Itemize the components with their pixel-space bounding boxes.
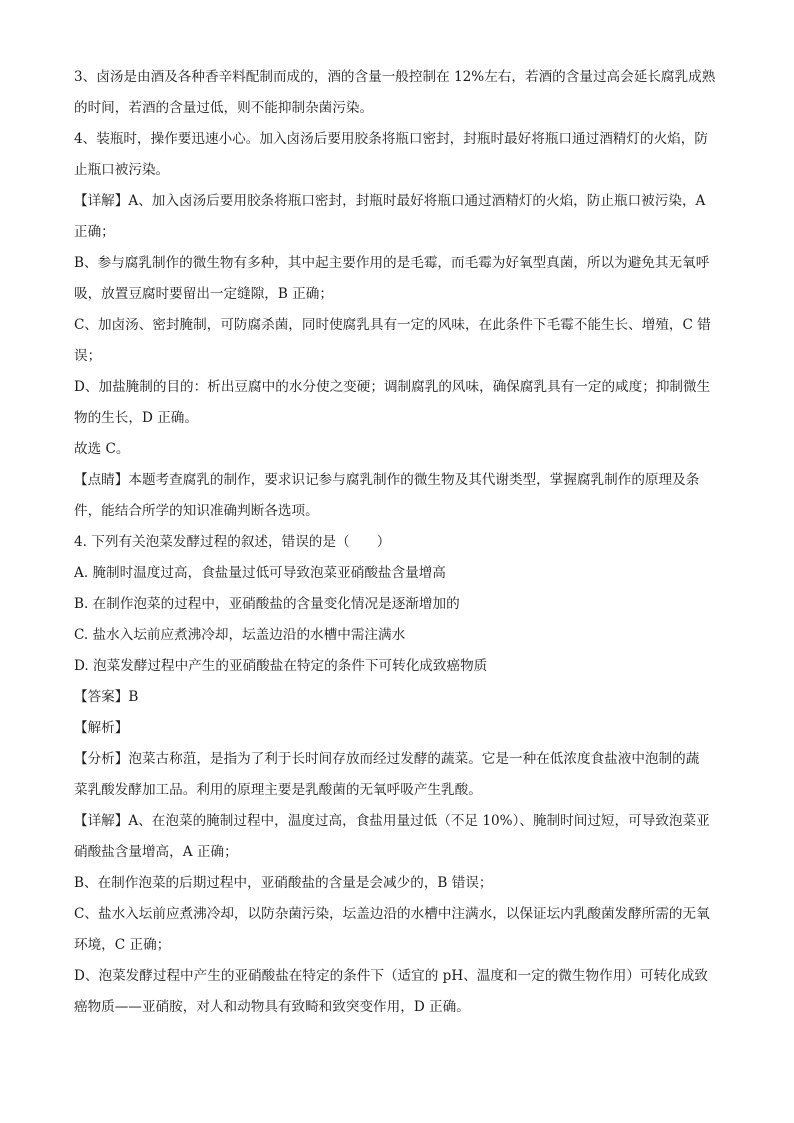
text-line: 【点睛】本题考查腐乳的制作，要求识记参与腐乳制作的微生物及其代谢类型，掌握腐乳制作的原理及条: [74, 472, 700, 488]
document-body: [74, 62, 726, 1023]
text-line: 3、卤汤是由酒及各种香辛料配制而成的，酒的含量一般控制在 12%左右，若酒的含量过高会延长腐乳成熟: [74, 69, 716, 85]
option-a: A. 腌制时温度过高，食盐量过低可导致泡菜亚硝酸盐含量增高: [74, 565, 446, 581]
text-line: 止瓶口被污染。: [74, 162, 170, 178]
text-line: 4、装瓶时，操作要迅速小心。加入卤汤后要用胶条将瓶口密封，封瓶时最好将瓶口通过酒精灯的火焰，防: [74, 131, 708, 147]
text-line: 件，能结合所学的知识准确判断各选项。: [74, 503, 319, 519]
option-d: D. 泡菜发酵过程中产生的亚硝酸盐在特定的条件下可转化成致癌物质: [74, 658, 488, 674]
text-line: 菜乳酸发酵加工品。利用的原理主要是乳酸菌的无氧呼吸产生乳酸。: [74, 782, 482, 798]
option-c: C. 盐水入坛前应煮沸冷却，坛盖边沿的水槽中需注满水: [74, 627, 406, 643]
text-line: B、在制作泡菜的后期过程中，亚硝酸盐的含量是会减少的，B 错误；: [74, 875, 493, 891]
text-line: 误；: [74, 348, 102, 364]
text-line: 物的生长，D 正确。: [74, 410, 198, 426]
question-stem: 4. 下列有关泡菜发酵过程的叙述，错误的是（ ）: [74, 534, 391, 550]
text-line: 【详解】A、加入卤汤后要用胶条将瓶口密封，封瓶时最好将瓶口通过酒精灯的火焰，防止瓶口被污染，A: [74, 193, 706, 209]
option-b: B. 在制作泡菜的过程中，亚硝酸盐的含量变化情况是逐渐增加的: [74, 596, 460, 612]
text-line: 正确；: [74, 224, 115, 240]
text-line: 环境，C 正确；: [74, 937, 171, 953]
text-line: 吸，放置豆腐时要留出一定缝隙，B 正确；: [74, 286, 333, 302]
text-line: 【分析】泡菜古称菹，是指为了利于长时间存放而经过发酵的蔬菜。它是一种在低浓度食盐液中泡制的蔬: [74, 751, 700, 767]
text-line: 的时间，若酒的含量过低，则不能抑制杂菌污染。: [74, 100, 374, 116]
text-line: 故选 C。: [74, 441, 130, 457]
text-line: C、盐水入坛前应煮沸冷却，以防杂菌污染，坛盖边沿的水槽中注满水，以保证坛内乳酸菌发酵所需的无氧: [74, 906, 710, 922]
text-line: 癌物质——亚硝胺，对人和动物具有致畸和致突变作用，D 正确。: [74, 999, 470, 1015]
analysis-label: 【解析】: [74, 720, 129, 736]
text-line: C、加卤汤、密封腌制，可防腐杀菌，同时使腐乳具有一定的风味，在此条件下毛霉不能生长、增殖，C 错: [74, 317, 711, 333]
text-line: 硝酸盐含量增高，A 正确；: [74, 844, 238, 860]
text-line: D、加盐腌制的目的：析出豆腐中的水分使之变硬；调制腐乳的风味，确保腐乳具有一定的咸度；抑制微生: [74, 379, 711, 395]
text-line: D、泡菜发酵过程中产生的亚硝酸盐在特定的条件下（适宜的 pH、温度和一定的微生物作用）可转化成致: [74, 968, 708, 984]
text-line: 【详解】A、在泡菜的腌制过程中，温度过高，食盐用量过低（不足 10%）、腌制时间过短，可导致泡菜亚: [74, 813, 710, 829]
answer-label: 【答案】B: [74, 689, 139, 705]
text-line: B、参与腐乳制作的微生物有多种，其中起主要作用的是毛霉，而毛霉为好氧型真菌，所以为避免其无氧呼: [74, 255, 710, 271]
